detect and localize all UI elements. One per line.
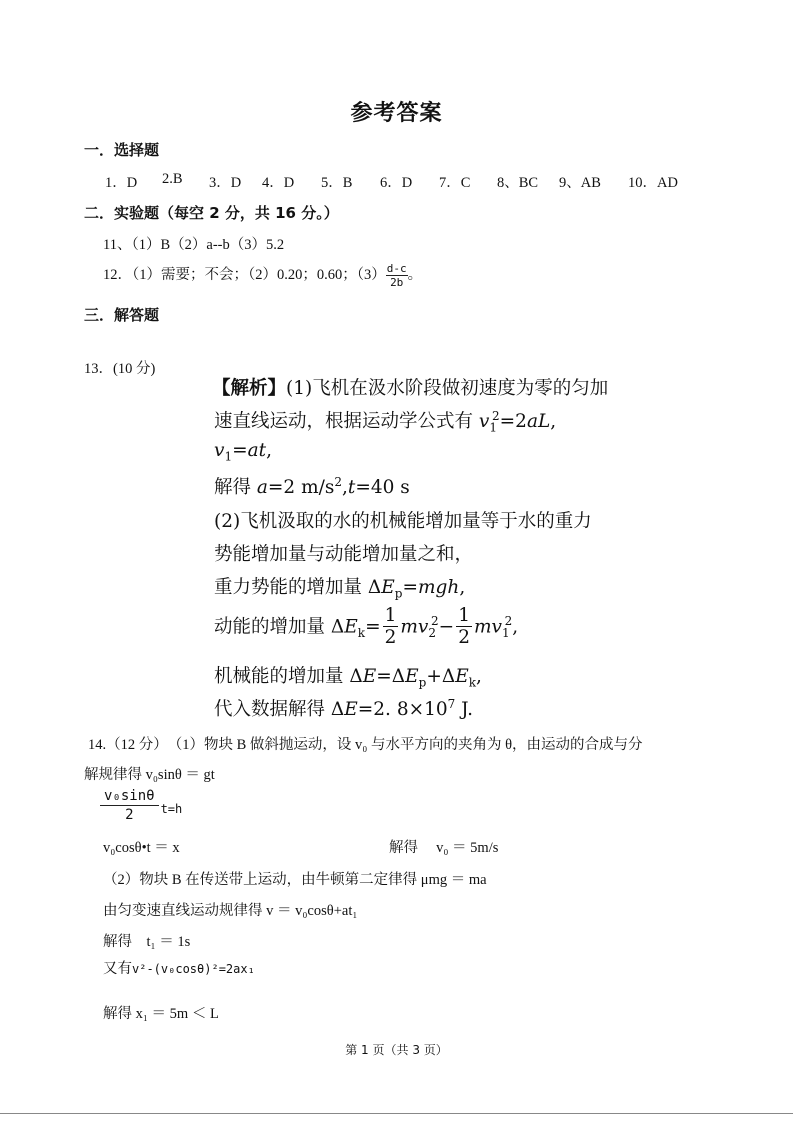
choice-answer-10: 10．AD (628, 175, 678, 191)
q13-line-7: 重力势能的增加量 $\Delta E_p=mgh$, (214, 577, 466, 601)
q12-fraction-denominator: 2b (390, 276, 404, 289)
choice-answer-1: 1．D (105, 175, 138, 191)
choice-answer-3: 3．D (209, 175, 242, 191)
q12-suffix: 。 (407, 266, 423, 283)
choice-answer-5: 5．B (321, 175, 353, 191)
q13-line-4-text: 解得 (214, 477, 257, 498)
q13-line-3: $v_1=at$, (214, 440, 272, 464)
choice-answer-6: 6．D (380, 175, 413, 191)
section-heading-solutions: 三．解答题 (84, 306, 160, 324)
q12-fraction (386, 262, 408, 289)
q14-fraction-tail: t=h (160, 801, 183, 816)
choice-answer-4: 4．D (262, 175, 295, 191)
q14-line-4b: 解得 v₀ ＝ 5m/s (389, 840, 499, 856)
q13-line-2-text: 速直线运动，根据运动学公式有 (214, 411, 479, 432)
q14-line-8-formula: v²-(v₀cosθ)²=2ax₁ (132, 962, 255, 976)
section-heading-experiment: 二．实验题（每空 2 分，共 16 分。） (84, 204, 339, 222)
q13-line-10: 代入数据解得 ΔE=2. $8\times 10^7$ J. (214, 696, 474, 720)
q13-line-9-text: 机械能的增加量 (214, 666, 350, 687)
choice-answer-9: 9、AB (559, 175, 601, 191)
q13-line-2: 速直线运动，根据运动学公式有 $v_1^2=2aL$, (214, 408, 557, 435)
choice-answer-2: 2.B (162, 171, 183, 187)
choice-answer-8: 8、BC (497, 175, 539, 191)
q14-line-8 (103, 957, 255, 978)
q13-line-7-text: 重力势能的增加量 (214, 577, 368, 598)
q14-line-1: 14.（12 分） （1）物块 B 做斜抛运动，设 v₀ 与水平方向的夹角为 θ，由运动的合成与分 (88, 737, 643, 753)
q13-line-8-text: 动能的增加量 (214, 616, 331, 638)
q14-line-9: 解得 x₁ ＝ 5m ＜ L (103, 1006, 219, 1022)
page-bottom-divider (0, 1113, 793, 1114)
q14-line-7: 解得 t₁ ＝ 1s (103, 934, 191, 950)
choice-answer-7: 7．C (439, 175, 471, 191)
q13-line-5: (2)飞机汲取的水的机械能增加量等于水的重力 (214, 511, 592, 532)
q13-line-1-text: (1)飞机在汲水阶段做初速度为零的匀加 (286, 378, 609, 399)
q13-line-8: 动能的增加量 $\Delta E_k=$ $\frac{1}{2}$ $mv_2^2-$ $\frac{1}{2}$ $mv_1^2$, (214, 605, 519, 648)
q14-line-5: （2）物块 B 在传送带上运动，由牛顿第二定律得 μmg ＝ ma (103, 872, 487, 888)
section-heading-choice: 一．选择题 (84, 141, 160, 159)
q13-line-4: 解得 a=2 $m/s^2,t=40$ s (214, 474, 410, 498)
q12-fraction-numerator: d-c (386, 262, 407, 275)
q14-line-6: 由匀变速直线运动规律得 v ＝ v₀cosθ+at₁ (103, 903, 358, 919)
q14-line-4a: v₀cosθ•t ＝ x (103, 840, 180, 856)
q13-label: 13．(10 分) (84, 361, 156, 377)
q14-fraction-denominator: 2 (125, 807, 134, 823)
q14-line-2: 解规律得 v₀sinθ ＝ gt (84, 767, 215, 783)
q13-line-10-text: 代入数据解得 (214, 699, 331, 720)
q12-text: 12．（1）需要；不会；（2）0.20；0.60；（3） (103, 266, 386, 283)
q13-line-9: 机械能的增加量 $\Delta E=\Delta E_p+\Delta E_k$, (214, 666, 482, 690)
page-footer: 第 1 页（共 3 页） (345, 1043, 448, 1057)
q13-line-6: 势能增加量与动能增加量之和， (214, 544, 474, 565)
q14-fraction-numerator: v₀sinθ (100, 787, 159, 806)
q14-line-8-text: 又有 (103, 961, 132, 977)
q13-line-1 (212, 374, 608, 400)
answer-q12 (103, 262, 422, 289)
page-title: 参考答案 (350, 101, 443, 126)
q13-bracket-label: 【解析】 (212, 378, 287, 399)
q14-fraction (100, 787, 182, 824)
answer-q11: 11、（1）B（2）a--b（3）5.2 (103, 237, 285, 253)
